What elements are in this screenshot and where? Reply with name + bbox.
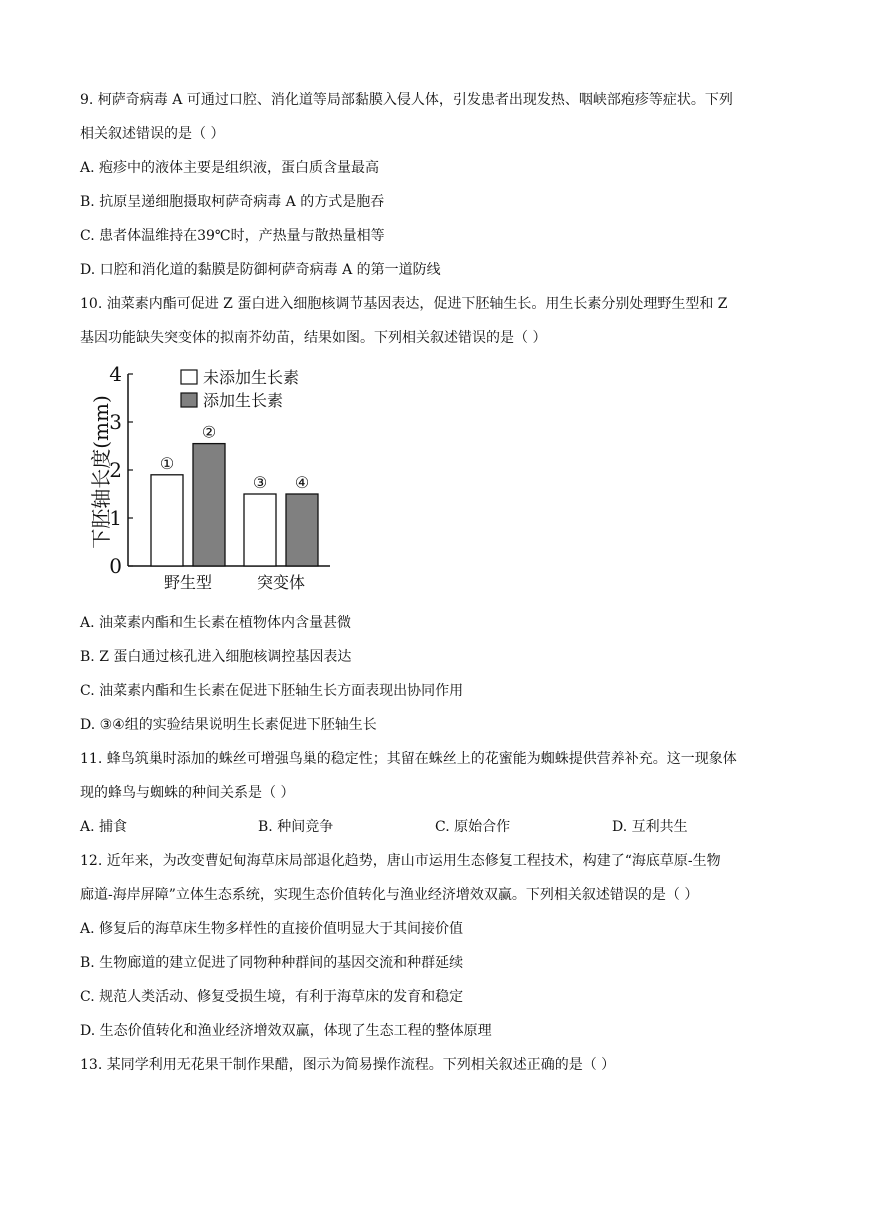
x-category-label: 野生型 bbox=[163, 573, 213, 592]
q10-option-a: A. 油菜素内酯和生长素在植物体内含量甚微 bbox=[80, 615, 352, 631]
legend-label: 未添加生长素 bbox=[203, 368, 300, 387]
q11-option-c: C. 原始合作 bbox=[435, 819, 511, 835]
legend-label: 添加生长素 bbox=[203, 391, 284, 410]
q10-option-b: B. Z 蛋白通过核孔进入细胞核调控基因表达 bbox=[80, 649, 352, 665]
q11-option-b: B. 种间竞争 bbox=[258, 819, 334, 835]
q11-option-a: A. 捕食 bbox=[80, 819, 128, 835]
q11-stem-line1: 11. 蜂鸟筑巢时添加的蛛丝可增强鸟巢的稳定性；其留在蛛丝上的花蜜能为蜘蛛提供营养补充。这一现象体 bbox=[80, 751, 737, 767]
y-tick-label: 4 bbox=[109, 362, 122, 386]
q9-option-b: B. 抗原呈递细胞摄取柯萨奇病毒 A 的方式是胞吞 bbox=[80, 194, 385, 210]
q9-option-d: D. 口腔和消化道的黏膜是防御柯萨奇病毒 A 的第一道防线 bbox=[80, 262, 441, 278]
q10-stem-line2: 基因功能缺失突变体的拟南芥幼苗，结果如图。下列相关叙述错误的是（ ） bbox=[80, 330, 547, 346]
y-tick-label: 3 bbox=[109, 410, 122, 434]
q10-option-c: C. 油菜素内酯和生长素在促进下胚轴生长方面表现出协同作用 bbox=[80, 683, 464, 699]
y-tick-label: 0 bbox=[109, 554, 122, 578]
y-tick-label: 2 bbox=[109, 458, 122, 482]
bar-label: ② bbox=[201, 422, 217, 442]
q9-stem-line2: 相关叙述错误的是（ ） bbox=[80, 126, 225, 142]
bar bbox=[193, 444, 225, 566]
legend-swatch bbox=[181, 370, 197, 384]
hypocotyl-length-bar-chart bbox=[78, 362, 338, 602]
bar bbox=[244, 494, 276, 566]
q13-stem-line1: 13. 某同学利用无花果干制作果醋，图示为简易操作流程。下列相关叙述正确的是（ ） bbox=[80, 1057, 616, 1073]
legend-swatch bbox=[181, 393, 197, 407]
q12-stem-line2: 廊道-海岸屏障”立体生态系统，实现生态价值转化与渔业经济增效双赢。下列相关叙述错误的是（ ） bbox=[80, 887, 699, 903]
bar-label: ③ bbox=[252, 473, 268, 492]
q12-option-c: C. 规范人类活动、修复受损生境，有利于海草床的发育和稳定 bbox=[80, 989, 464, 1005]
q12-option-d: D. 生态价值转化和渔业经济增效双赢，体现了生态工程的整体原理 bbox=[80, 1023, 492, 1039]
q11-option-d: D. 互利共生 bbox=[612, 819, 688, 835]
q9-option-c: C. 患者体温维持在39℃时，产热量与散热量相等 bbox=[80, 228, 385, 244]
bar bbox=[151, 475, 183, 566]
bar bbox=[286, 494, 318, 566]
bar-label: ① bbox=[159, 453, 175, 473]
x-category-label: 突变体 bbox=[256, 573, 306, 592]
q12-stem-line1: 12. 近年来，为改变曹妃甸海草床局部退化趋势，唐山市运用生态修复工程技术，构建了“海底草原-生物 bbox=[80, 853, 721, 869]
y-axis-label: 下胚轴长度(mm) bbox=[89, 395, 113, 549]
q9-stem-line1: 9. 柯萨奇病毒 A 可通过口腔、消化道等局部黏膜入侵人体，引发患者出现发热、咽峡部疱疹等症状。下列 bbox=[80, 92, 733, 108]
q11-stem-line2: 现的蜂鸟与蜘蛛的种间关系是（ ） bbox=[80, 785, 295, 801]
q12-option-a: A. 修复后的海草床生物多样性的直接价值明显大于其间接价值 bbox=[80, 921, 464, 937]
q10-stem-line1: 10. 油菜素内酯可促进 Z 蛋白进入细胞核调节基因表达，促进下胚轴生长。用生长素分别处理野生型和 Z bbox=[80, 296, 728, 312]
q9-option-a: A. 疱疹中的液体主要是组织液，蛋白质含量最高 bbox=[80, 160, 380, 176]
y-tick-label: 1 bbox=[109, 506, 122, 530]
q12-option-b: B. 生物廊道的建立促进了同物种种群间的基因交流和种群延续 bbox=[80, 955, 464, 971]
q10-option-d: D. ③④组的实验结果说明生长素促进下胚轴生长 bbox=[80, 717, 377, 733]
bar-label: ④ bbox=[294, 473, 310, 492]
